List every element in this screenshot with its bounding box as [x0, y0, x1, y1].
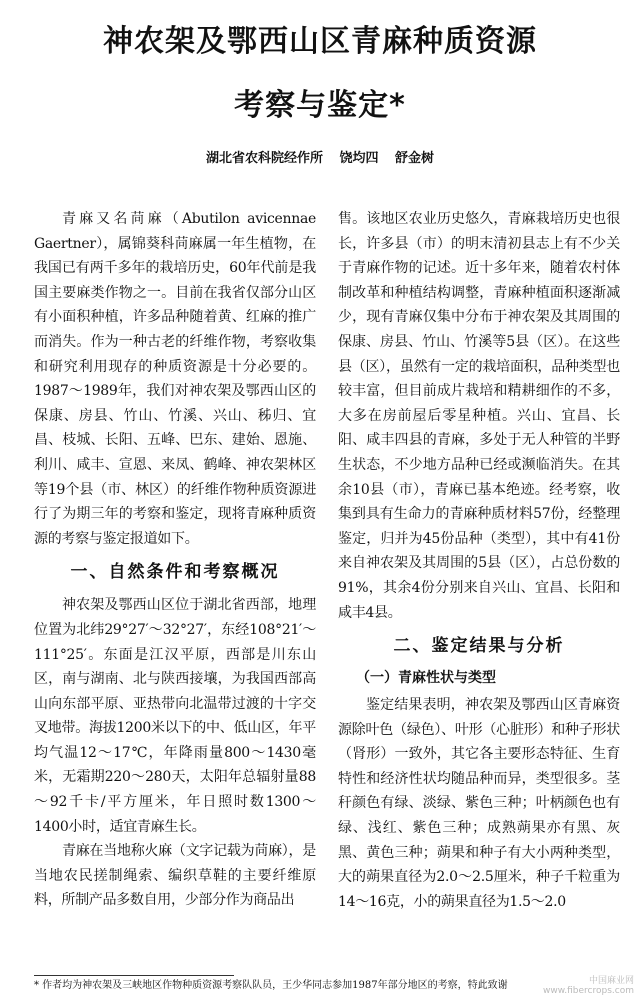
- author-line: [0, 147, 640, 166]
- footnote: * 作者均为神农架及三峡地区作物种质资源考察队队员，王少华同志参加1987年部分地区的考察，特此致谢: [34, 980, 508, 991]
- right-column: [338, 207, 620, 914]
- intro-paragraph: 青麻又名苘麻（Abutilon avicennae Gaertner），属锦葵科苘麻属一年生植物，在我国已有两千多年的栽培历史，60年代前是我国主要麻类作物之一。目前在我省仅部分山区有小面积种植，许多品种随着黄、红麻的推广而消失。作为一种古老的纤维作物，考察收集和研究利用现存的种质资源是十分必要的。1987～1989年，我们对神农架及鄂西山区的保康、房县、竹山、竹溪、兴山、秭归、宜昌、枝城、长阳、五峰、巴东、建始、恩施、利川、咸丰、宣恩、来凤、鹤峰、神农架林区等19个县（市、林区）的纤维作物种质资源进行了为期三年的考察和鉴定，现将青麻种质资源的考察与鉴定报道如下。: [34, 211, 316, 547]
- watermark: [543, 976, 634, 996]
- subsection-heading-1: （一）青麻性状与类型: [356, 670, 496, 687]
- footnote-divider: [34, 975, 234, 976]
- survey-paragraph: 售。该地区农业历史悠久，青麻栽培历史也很长，许多县（市）的明末清初县志上有不少关于青麻作物的记述。近十多年来，随着农村体制改革和种植结构调整，青麻种植面积逐渐减少，现有青麻仅集中分布于神农架及其周围的保康、房县、竹山、竹溪等5县（区）。在这些县（区），虽然有一定的栽培面积，品种类型也较丰富，但目前成片栽培和精耕细作的不多，大多在房前屋后零星种植。兴山、宜昌、长阳、咸丰四县的青麻，多处于无人种管的半野生状态，不少地方品种已经或濒临消失。在其余10县（市），青麻已基本绝迹。经考察，收集到具有生命力的青麻种质材料57份，经整理鉴定，归并为45份品种（类型），其中有41份来自神农架及其周围的5县（区），占总份数的91%，其余4份分别来自兴山、宜昌、长阳和咸丰4县。: [338, 211, 620, 621]
- paper-title-line1: 神农架及鄂西山区青麻种质资源: [103, 24, 537, 59]
- natural-conditions-paragraph: 神农架及鄂西山区位于湖北省西部，地理位置为北纬29°27′～32°27′，东经108°21′～111°25′。东面是江汉平原，西部是川东山区，南与湖南、北与陕西接壤，为我国西部高山向东部平原、亚热带向北温带过渡的十字交叉地带。海拔1200米以下的中、低山区，年平均气温12～17℃，年降雨量800～1430毫米，无霜期220～280天，太阳年总辐射量88～92千卡/平方厘米，年日照时数1300～1400小时，适宜青麻生长。: [34, 597, 316, 835]
- left-column: [34, 207, 316, 913]
- paper-title-line2: 考察与鉴定*: [234, 88, 406, 123]
- section-heading-1: 一、自然条件和考察概况: [70, 562, 280, 583]
- author-affiliation: 湖北省农科院经作所: [205, 151, 323, 166]
- watermark-line1: 中国麻业网: [588, 976, 634, 986]
- traits-paragraph: 鉴定结果表明，神农架及鄂西山区青麻资源除叶色（绿色）、叶形（心脏形）和种子形状（肾形）一致外，其它各主要形态特征、生育特性和经济性状均随品种而异，类型很多。茎秆颜色有绿、淡绿、紫色三种；叶柄颜色也有绿、浅红、紫色三种；成熟蒴果亦有黑、灰黑、黄色三种；蒴果和种子有大小两种类型，大的蒴果直径为2.0～2.5厘米，种子千粒重为14～16克，小的蒴果直径为1.5～2.0: [338, 697, 620, 910]
- author-name-2: 舒金树: [395, 151, 435, 166]
- watermark-line2: www.fibercrops.com: [543, 986, 634, 996]
- section-heading-2: 二、鉴定结果与分析: [393, 636, 565, 657]
- local-use-paragraph: 青麻在当地称火麻（文字记载为苘麻），是当地农民搓制绳索、编织草鞋的主要纤维原料，所制产品多数自用，少部分作为商品出: [34, 843, 316, 909]
- author-name-1: 饶均四: [339, 151, 379, 166]
